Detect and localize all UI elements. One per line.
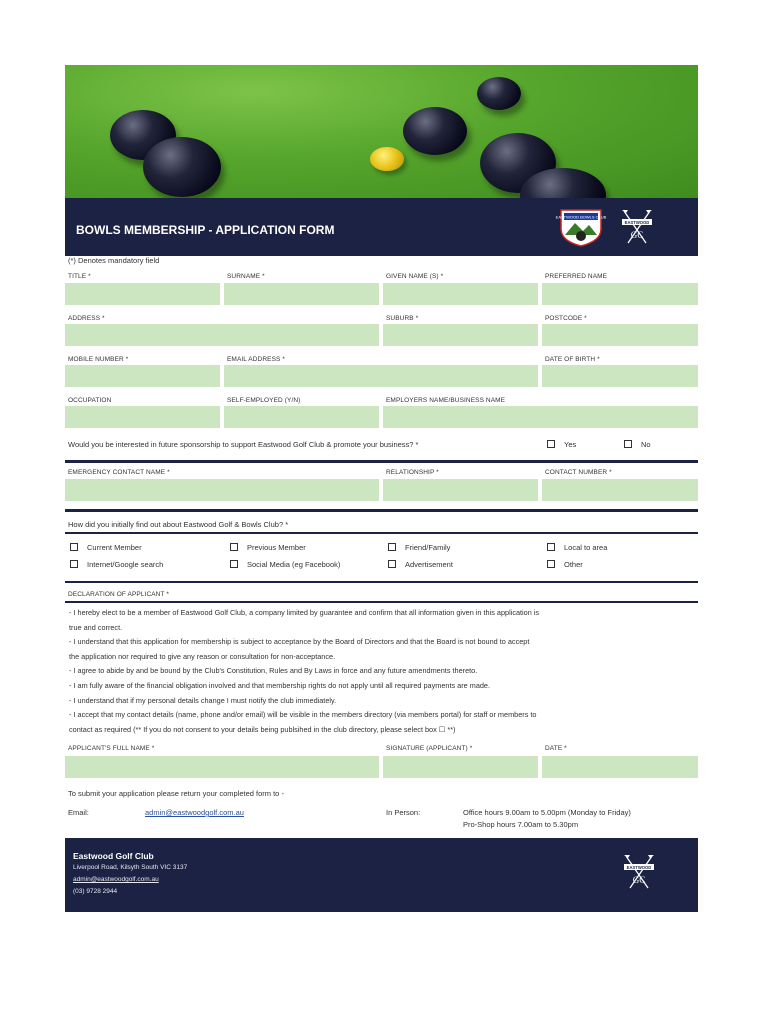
footer-badge-text: EASTWOOD	[626, 864, 652, 870]
address-field[interactable]	[65, 324, 379, 346]
title-bar	[65, 198, 698, 256]
referral-previous-member[interactable]	[230, 543, 306, 552]
declaration-text	[69, 606, 694, 737]
contact-number-field[interactable]	[542, 479, 698, 501]
checkbox-icon	[230, 543, 238, 551]
referral-social-media[interactable]	[230, 560, 340, 569]
relationship-field[interactable]	[383, 479, 538, 501]
mobile-field[interactable]	[65, 365, 220, 387]
no-label: No	[641, 440, 651, 449]
given-name-field[interactable]	[383, 283, 538, 305]
mobile-label: MOBILE NUMBER *	[68, 356, 129, 363]
signature-label: SIGNATURE (APPLICANT) *	[386, 745, 473, 752]
occupation-field[interactable]	[65, 406, 220, 428]
declaration-line: - I hereby elect to be a member of Eastwood Golf Club, a company limited by guarantee and confirm that all information given in this application is	[69, 608, 540, 617]
sponsorship-question: Would you be interested in future sponsorship to support Eastwood Golf Club & promote your business? *	[68, 440, 419, 449]
application-form	[65, 65, 698, 895]
signature-field[interactable]	[383, 756, 538, 778]
footer-golf-logo	[618, 852, 660, 892]
referral-advertisement[interactable]	[388, 560, 453, 569]
footer-address: Liverpool Road, Kilsyth South VIC 3137	[73, 864, 188, 871]
date-field[interactable]	[542, 756, 698, 778]
yes-label: Yes	[564, 440, 577, 449]
checkbox-icon	[547, 440, 555, 448]
employer-label: EMPLOYERS NAME/BUSINESS NAME	[386, 397, 506, 404]
referral-current-member[interactable]	[70, 543, 142, 552]
bowls-badge-text: EASTWOOD BOWLS CLUB	[555, 214, 607, 220]
self-employed-label: SELF-EMPLOYED (Y/N)	[227, 397, 301, 404]
checkbox-icon	[624, 440, 632, 448]
suburb-label: SUBURB *	[386, 315, 419, 322]
golf-badge-text: EASTWOOD	[624, 219, 650, 225]
option-label: Local to area	[564, 543, 608, 552]
bowls-club-logo	[555, 207, 607, 247]
employer-field[interactable]	[383, 406, 698, 428]
declaration-line: - I accept that my contact details (name, phone and/or email) will be visible in the members directory (via members portal) for staff or members to	[69, 710, 537, 720]
divider	[65, 532, 698, 534]
checkbox-icon	[547, 560, 555, 568]
option-label: Social Media (eg Facebook)	[247, 560, 341, 569]
declaration-line: - I agree to abide by and be bound by the Club's Constitution, Rules and By Laws in force and any future amendments thereto.	[69, 666, 478, 676]
declaration-heading: DECLARATION OF APPLICANT *	[68, 591, 169, 598]
email-field[interactable]	[224, 365, 538, 387]
email-label-text: Email:	[68, 808, 89, 817]
divider	[65, 460, 698, 463]
option-label: Advertisement	[405, 560, 453, 569]
page-title: BOWLS MEMBERSHIP - APPLICATION FORM	[76, 223, 335, 237]
option-label: Current Member	[87, 543, 142, 552]
relationship-label: RELATIONSHIP *	[386, 469, 439, 476]
declaration-line: the application nor required to give any reason or consultation for non-acceptance.	[69, 651, 336, 661]
preferred-name-field[interactable]	[542, 283, 698, 305]
email-label: EMAIL ADDRESS *	[227, 356, 285, 363]
option-label: Previous Member	[247, 543, 306, 552]
checkbox-icon	[388, 543, 396, 551]
declaration-line: - I understand that if my personal details change I must notify the club immediately.	[69, 695, 337, 705]
postcode-field[interactable]	[542, 324, 698, 346]
divider	[65, 581, 698, 583]
declaration-line: true and correct.	[69, 622, 123, 632]
declaration-line: - I understand that this application for membership is subject to acceptance by the Board of Directors and that the Board is not bound to accept	[69, 637, 530, 647]
postcode-label: POSTCODE *	[545, 315, 587, 322]
divider	[65, 601, 698, 603]
golf-badge-initials: GC	[630, 230, 644, 240]
divider	[65, 509, 698, 512]
mandatory-note: (*) Denotes mandatory field	[68, 256, 160, 265]
referral-question: How did you initially find out about Eastwood Golf & Bowls Club? *	[68, 520, 289, 529]
referral-local-to-area[interactable]	[547, 543, 607, 552]
contact-number-label: CONTACT NUMBER *	[545, 469, 612, 476]
footer-club-name: Eastwood Golf Club	[73, 851, 154, 861]
date-label: DATE *	[545, 745, 567, 752]
declaration-line: contact as required (** If you do not consent to your details being publsihed in the club directory, please select box ☐ **)	[69, 724, 456, 734]
preferred-name-label: PREFERRED NAME	[545, 273, 608, 280]
option-label: Friend/Family	[405, 543, 451, 552]
referral-internet[interactable]	[70, 560, 163, 569]
address-label: ADDRESS *	[68, 315, 105, 322]
full-name-label: APPLICANT'S FULL NAME *	[68, 745, 155, 752]
hero-lawn-bowls-image	[65, 65, 698, 198]
self-employed-field[interactable]	[224, 406, 379, 428]
occupation-label: OCCUPATION	[68, 397, 112, 404]
referral-friend-family[interactable]	[388, 543, 450, 552]
proshop-hours: Pro-Shop hours 7.00am to 5.30pm	[463, 820, 579, 829]
full-name-field[interactable]	[65, 756, 379, 778]
sponsorship-no-checkbox[interactable]	[624, 440, 651, 449]
checkbox-icon	[547, 543, 555, 551]
option-label: Internet/Google search	[87, 560, 164, 569]
suburb-field[interactable]	[383, 324, 538, 346]
declaration-line: - I am fully aware of the financial obligation involved and that membership rights do not apply until all required payments are made.	[69, 680, 491, 690]
footer	[65, 838, 698, 912]
submit-intro: To submit your application please return your completed form to -	[68, 789, 284, 798]
email-link[interactable]: admin@eastwoodgolf.com.au	[145, 808, 244, 817]
checkbox-icon	[70, 543, 78, 551]
footer-phone: (03) 9728 2944	[73, 888, 118, 895]
given-name-label: GIVEN NAME (S) *	[386, 273, 444, 280]
in-person-label: In Person:	[386, 808, 421, 817]
checkbox-icon	[70, 560, 78, 568]
surname-field[interactable]	[224, 283, 379, 305]
checkbox-icon	[230, 560, 238, 568]
sponsorship-yes-checkbox[interactable]	[547, 440, 576, 449]
emergency-name-field[interactable]	[65, 479, 379, 501]
checkbox-icon	[388, 560, 396, 568]
dob-field[interactable]	[542, 365, 698, 387]
golf-club-logo	[616, 207, 658, 247]
surname-label: SURNAME *	[227, 273, 265, 280]
referral-other[interactable]	[547, 560, 583, 569]
title-label: TITLE *	[68, 273, 91, 280]
footer-badge-initials: GC	[632, 875, 646, 885]
footer-email[interactable]: admin@eastwoodgolf.com.au	[73, 876, 159, 883]
dob-label: DATE OF BIRTH *	[545, 356, 600, 363]
title-field[interactable]	[65, 283, 220, 305]
emergency-name-label: EMERGENCY CONTACT NAME *	[68, 469, 170, 476]
office-hours: Office hours 9.00am to 5.00pm (Monday to Friday)	[463, 808, 631, 817]
option-label: Other	[564, 560, 583, 569]
